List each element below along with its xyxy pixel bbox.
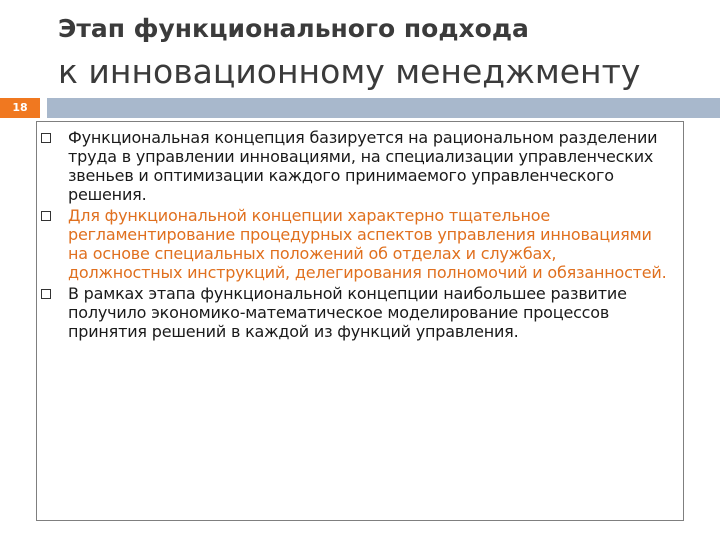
bullet-list [40,128,670,343]
title-divider-bar [47,98,720,118]
bullet-text: Функциональная концепция базируется на рациональном разделении труда в управлении инновациями, на специализации управленческих звеньев и оптимизации каждого принимаемого управленческого решения. [68,128,658,204]
slide-number-badge [0,98,40,118]
square-bullet-icon [41,289,51,299]
slide-number: 18 [12,101,28,114]
square-bullet-icon [41,211,51,221]
bullet-item [40,128,670,204]
bullet-item [40,206,670,282]
slide-title-line-1: Этап функционального подхода [58,14,529,43]
slide-title-line-2: к инновационному менеджменту [58,52,641,91]
bullet-item [40,284,670,341]
square-bullet-icon [41,133,51,143]
bullet-text: Для функциональной концепции характерно тщательное регламентирование процедурных аспектов управления инновациями на основе специальных положений об отделах и службах, должностных инструкций, делегирования полномочий и обязанностей. [68,206,667,282]
bullet-text: В рамках этапа функциональной концепции наибольшее развитие получило экономико-математическое моделирование процессов принятия решений в каждой из функций управления. [68,284,627,341]
